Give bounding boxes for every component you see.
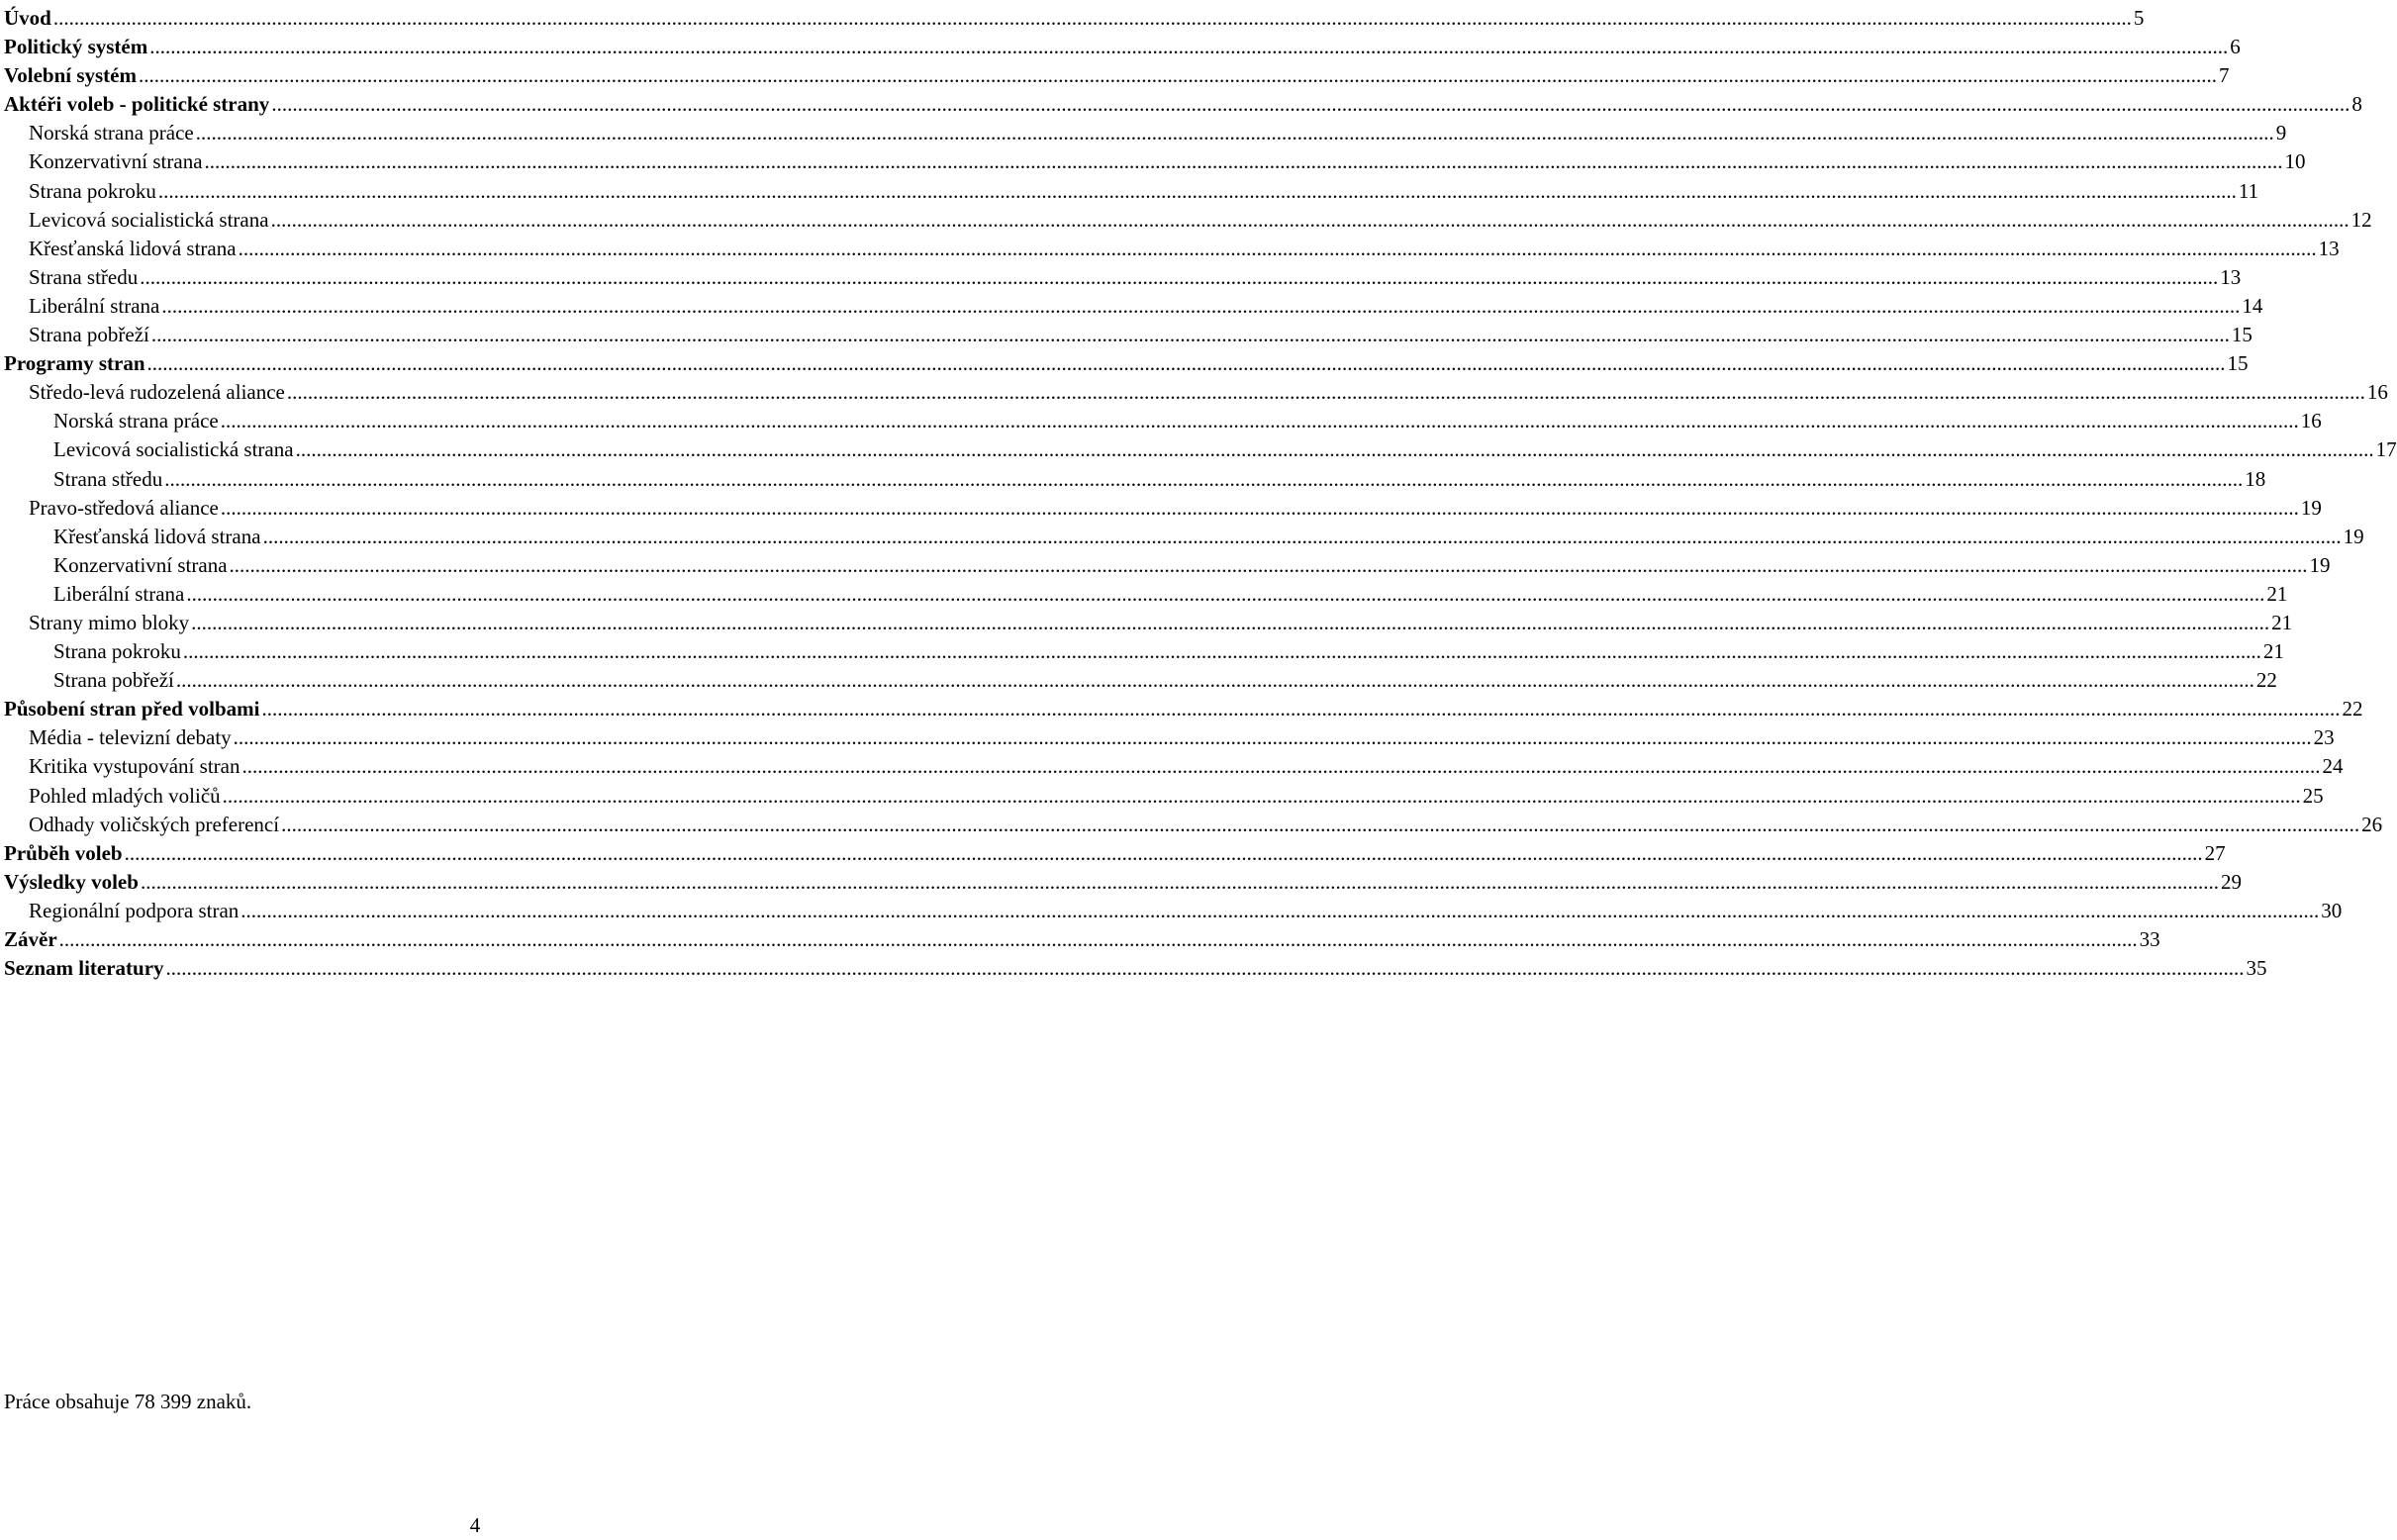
- toc-entry[interactable]: [4, 206, 2372, 235]
- toc-entry[interactable]: [4, 292, 2263, 321]
- toc-entry[interactable]: [4, 868, 2242, 897]
- toc-dot-leader: ................................................................................................................................................................................................................................................................................................................................................................................................................: [195, 121, 2274, 145]
- toc-entry-title: Strana pobřeží: [29, 323, 149, 347]
- toc-dot-leader: ................................................................................................................................................................................................................................................................................................................................................................................................................: [150, 323, 2230, 347]
- toc-entry[interactable]: [4, 349, 2249, 378]
- toc-entry[interactable]: [4, 723, 2335, 752]
- toc-entry-title: Aktéři voleb - politické strany: [4, 92, 270, 117]
- toc-entry-title: Strany mimo bloky: [29, 610, 190, 634]
- toc-entry-page: 19: [2343, 524, 2364, 548]
- toc-dot-leader: ................................................................................................................................................................................................................................................................................................................................................................................................................: [157, 178, 2237, 203]
- toc-entry-page: 19: [2300, 495, 2322, 520]
- toc-entry-title: Levicová socialistická strana: [29, 207, 269, 232]
- toc-entry-title: Pohled mladých voličů: [29, 783, 221, 808]
- toc-entry-title: Volební systém: [4, 63, 137, 88]
- toc-entry-page: 22: [2342, 697, 2363, 722]
- toc-dot-leader: ................................................................................................................................................................................................................................................................................................................................................................................................................: [270, 207, 2349, 232]
- toc-entry-title: Levicová socialistická strana: [53, 437, 294, 462]
- toc-entry-page: 29: [2220, 869, 2242, 894]
- toc-dot-leader: ................................................................................................................................................................................................................................................................................................................................................................................................................: [271, 92, 2350, 117]
- toc-entry-page: 21: [2262, 639, 2284, 664]
- toc-entry[interactable]: [4, 954, 2267, 983]
- toc-entry-title: Politický systém: [4, 35, 148, 59]
- toc-entry-page: 19: [2309, 552, 2331, 577]
- toc-entry[interactable]: [4, 263, 2242, 292]
- toc-entry-title: Norská strana práce: [29, 121, 194, 145]
- character-count-note: Práce obsahuje 78 399 znaků.: [4, 1390, 252, 1413]
- toc-entry-page: 25: [2302, 783, 2324, 808]
- toc-dot-leader: ................................................................................................................................................................................................................................................................................................................................................................................................................: [229, 552, 2308, 577]
- toc-dot-leader: ................................................................................................................................................................................................................................................................................................................................................................................................................: [204, 149, 2283, 174]
- toc-dot-leader: ................................................................................................................................................................................................................................................................................................................................................................................................................: [220, 409, 2299, 433]
- toc-entry-title: Pravo-středová aliance: [29, 495, 219, 520]
- toc-entry[interactable]: [4, 235, 2340, 263]
- toc-dot-leader: ................................................................................................................................................................................................................................................................................................................................................................................................................: [146, 351, 2226, 376]
- toc-entry[interactable]: [4, 551, 2331, 580]
- toc-dot-leader: ................................................................................................................................................................................................................................................................................................................................................................................................................: [295, 437, 2374, 462]
- toc-entry-title: Kritika vystupování stran: [29, 754, 240, 779]
- toc-entry-title: Konzervativní strana: [29, 149, 203, 174]
- toc-dot-leader: ................................................................................................................................................................................................................................................................................................................................................................................................................: [182, 639, 2261, 664]
- toc-entry-page: 6: [2230, 35, 2241, 59]
- toc-dot-leader: ................................................................................................................................................................................................................................................................................................................................................................................................................: [186, 581, 2265, 606]
- toc-entry-page: 11: [2238, 178, 2259, 203]
- table-of-contents: [4, 4, 2397, 983]
- toc-entry[interactable]: [4, 782, 2324, 811]
- toc-entry-page: 15: [2227, 351, 2249, 376]
- toc-entry-page: 8: [2351, 92, 2362, 117]
- toc-dot-leader: ................................................................................................................................................................................................................................................................................................................................................................................................................: [233, 725, 2312, 750]
- toc-dot-leader: ................................................................................................................................................................................................................................................................................................................................................................................................................: [124, 840, 2203, 865]
- toc-dot-leader: ................................................................................................................................................................................................................................................................................................................................................................................................................: [175, 668, 2254, 693]
- toc-entry-page: 18: [2245, 466, 2266, 491]
- toc-entry[interactable]: [4, 119, 2287, 147]
- toc-entry[interactable]: [4, 839, 2226, 868]
- toc-entry[interactable]: [4, 695, 2363, 723]
- toc-entry-title: Konzervativní strana: [53, 552, 228, 577]
- toc-entry-title: Úvod: [4, 6, 51, 30]
- toc-entry-page: 9: [2275, 121, 2287, 145]
- page-number: 4: [469, 1513, 481, 1537]
- toc-entry-page: 30: [2321, 898, 2343, 922]
- toc-entry-title: Liberální strana: [29, 293, 160, 318]
- toc-entry[interactable]: [4, 465, 2266, 494]
- toc-dot-leader: ................................................................................................................................................................................................................................................................................................................................................................................................................: [191, 610, 2270, 634]
- toc-entry-page: 14: [2242, 293, 2263, 318]
- toc-entry-title: Strana středu: [53, 466, 163, 491]
- toc-entry[interactable]: [4, 897, 2343, 925]
- toc-entry-title: Průběh voleb: [4, 840, 123, 865]
- toc-entry[interactable]: [4, 666, 2277, 695]
- toc-entry-title: Norská strana práce: [53, 409, 219, 433]
- toc-entry[interactable]: [4, 523, 2364, 551]
- toc-entry[interactable]: [4, 147, 2306, 176]
- toc-dot-leader: ................................................................................................................................................................................................................................................................................................................................................................................................................: [164, 466, 2244, 491]
- toc-entry[interactable]: [4, 407, 2322, 435]
- toc-entry-title: Závěr: [4, 927, 57, 951]
- toc-entry[interactable]: [4, 637, 2284, 666]
- toc-entry[interactable]: [4, 177, 2259, 206]
- toc-entry-title: Působení stran před volbami: [4, 697, 260, 722]
- toc-dot-leader: ................................................................................................................................................................................................................................................................................................................................................................................................................: [281, 812, 2360, 836]
- toc-entry-title: Regionální podpora stran: [29, 898, 240, 922]
- toc-entry-title: Média - televizní debaty: [29, 725, 232, 750]
- toc-entry-page: 10: [2284, 149, 2306, 174]
- toc-entry-page: 17: [2375, 437, 2397, 462]
- toc-dot-leader: ................................................................................................................................................................................................................................................................................................................................................................................................................: [222, 783, 2301, 808]
- toc-entry[interactable]: [4, 925, 2160, 954]
- toc-entry-page: 33: [2139, 927, 2160, 951]
- toc-entry[interactable]: [4, 321, 2253, 349]
- toc-dot-leader: ................................................................................................................................................................................................................................................................................................................................................................................................................: [241, 754, 2321, 779]
- toc-dot-leader: ................................................................................................................................................................................................................................................................................................................................................................................................................: [52, 6, 2132, 30]
- toc-entry-page: 13: [2318, 236, 2340, 260]
- toc-entry-page: 21: [2266, 581, 2288, 606]
- toc-entry[interactable]: [4, 435, 2397, 464]
- toc-entry-title: Programy stran: [4, 351, 145, 376]
- toc-dot-leader: ................................................................................................................................................................................................................................................................................................................................................................................................................: [261, 697, 2341, 722]
- toc-entry-title: Odhady voličských preferencí: [29, 812, 280, 836]
- toc-entry-title: Seznam literatury: [4, 956, 164, 981]
- toc-dot-leader: ................................................................................................................................................................................................................................................................................................................................................................................................................: [240, 898, 2320, 922]
- toc-dot-leader: ................................................................................................................................................................................................................................................................................................................................................................................................................: [238, 236, 2317, 260]
- toc-dot-leader: ................................................................................................................................................................................................................................................................................................................................................................................................................: [286, 380, 2365, 405]
- toc-entry-title: Strana středu: [29, 264, 139, 289]
- toc-entry-title: Křesťanská lidová strana: [29, 236, 237, 260]
- toc-dot-leader: ................................................................................................................................................................................................................................................................................................................................................................................................................: [165, 956, 2245, 981]
- toc-entry-title: Středo-levá rudozelená aliance: [29, 380, 285, 405]
- toc-entry[interactable]: [4, 811, 2383, 839]
- toc-entry-page: 23: [2313, 725, 2335, 750]
- toc-entry[interactable]: [4, 609, 2293, 637]
- toc-dot-leader: ................................................................................................................................................................................................................................................................................................................................................................................................................: [262, 524, 2342, 548]
- toc-entry[interactable]: [4, 494, 2322, 523]
- toc-dot-leader: ................................................................................................................................................................................................................................................................................................................................................................................................................: [140, 869, 2219, 894]
- toc-entry-page: 22: [2255, 668, 2277, 693]
- toc-dot-leader: ................................................................................................................................................................................................................................................................................................................................................................................................................: [140, 264, 2219, 289]
- toc-dot-leader: ................................................................................................................................................................................................................................................................................................................................................................................................................: [161, 293, 2241, 318]
- toc-entry-page: 7: [2219, 63, 2230, 88]
- toc-dot-leader: ................................................................................................................................................................................................................................................................................................................................................................................................................: [149, 35, 2229, 59]
- toc-entry-title: Strana pokroku: [29, 178, 156, 203]
- toc-dot-leader: ................................................................................................................................................................................................................................................................................................................................................................................................................: [139, 63, 2217, 88]
- toc-dot-leader: ................................................................................................................................................................................................................................................................................................................................................................................................................: [58, 927, 2138, 951]
- toc-entry[interactable]: [4, 4, 2145, 33]
- toc-entry[interactable]: [4, 378, 2388, 407]
- toc-entry[interactable]: [4, 752, 2344, 781]
- toc-entry-page: 15: [2231, 323, 2253, 347]
- toc-entry-title: Křesťanská lidová strana: [53, 524, 261, 548]
- toc-entry-page: 5: [2133, 6, 2145, 30]
- toc-entry-page: 26: [2361, 812, 2383, 836]
- toc-entry[interactable]: [4, 33, 2241, 61]
- toc-entry-page: 27: [2204, 840, 2226, 865]
- toc-entry-page: 21: [2271, 610, 2293, 634]
- toc-dot-leader: ................................................................................................................................................................................................................................................................................................................................................................................................................: [220, 495, 2299, 520]
- toc-entry-title: Výsledky voleb: [4, 869, 139, 894]
- toc-entry-title: Strana pokroku: [53, 639, 181, 664]
- toc-entry[interactable]: [4, 61, 2230, 90]
- toc-entry-title: Liberální strana: [53, 581, 185, 606]
- toc-entry-title: Strana pobřeží: [53, 668, 174, 693]
- toc-entry-page: 12: [2350, 207, 2372, 232]
- toc-entry-page: 16: [2300, 409, 2322, 433]
- toc-entry-page: 16: [2366, 380, 2388, 405]
- toc-entry-page: 24: [2322, 754, 2344, 779]
- toc-entry[interactable]: [4, 90, 2362, 119]
- toc-entry-page: 13: [2220, 264, 2242, 289]
- toc-entry[interactable]: [4, 580, 2288, 609]
- toc-entry-page: 35: [2246, 956, 2267, 981]
